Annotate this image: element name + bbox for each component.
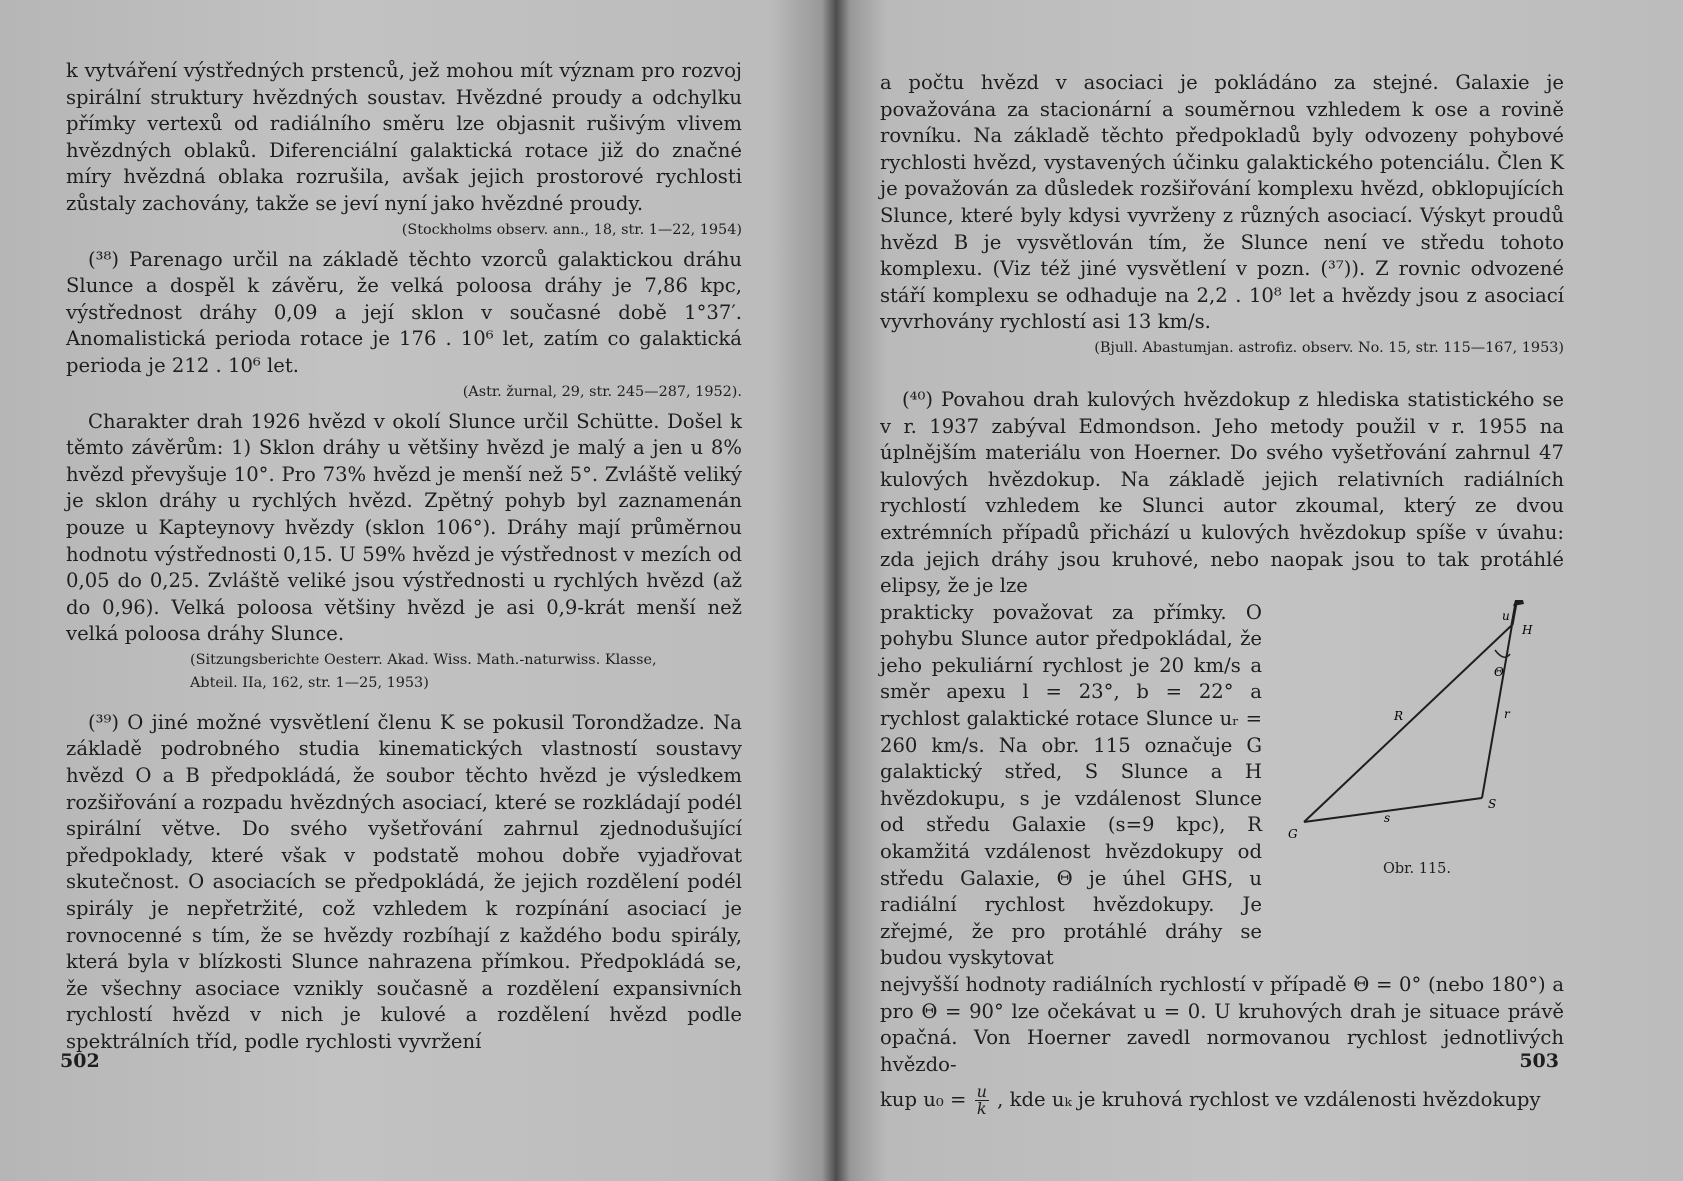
last-line-post: , kde uₖ je kruhová rychlost ve vzdálenosti hvězdokupy [997, 1088, 1541, 1112]
left-paragraph-1: k vytváření výstředných prstenců, jež mohou mít význam pro rozvoj spirální struktury hvězdných soustav. Hvězdné proudy a odchylku přímky vertexů od radiálního směru lze objasnit rušivým vlivem hvězdných oblaků. Diferenciální galaktická rotace již do značné míry hvězdná oblaka rozrušila, avšak jejich prostorové rychlosti zůstaly zachovány, takže se jeví nyní jako hvězdné proudy. [66, 59, 742, 215]
left-text-column [66, 58, 742, 1056]
right-text-column [880, 70, 1564, 1117]
right-paragraph-2-continued: nejvyšší hodnoty radiálních rychlostí v případě Θ = 0° (nebo 180°) a pro Θ = 90° lze očekávat u = 0. U kruhových drah je situace právě opačná. Von Hoerner zavedl normovanou rychlost jednotlivých hvězdo- [880, 973, 1564, 1076]
label-theta: Θ [1494, 664, 1504, 679]
velocity-arrowhead [1513, 600, 1524, 606]
left-page-number: 502 [60, 1050, 100, 1072]
right-paragraph-1: a počtu hvězd v asociaci je pokládáno za stejné. Galaxie je považována za stacionární a souměrnou vzhledem k ose a rovině rovníku. Na základě těchto předpokladů byly odvozeny pohybové rychlosti hvězd, vystavených účinku galaktického potenciálu. Člen K je považován za důsledek rozšiřování komplexu hvězd, obklopujících Slunce, které byly kdysi vyvrženy z různých asociací. Výskyt proudů hvězd B je vysvětlován tím, že Slunce není ve středu tohoto komplexu. (Viz též jiné vysvětlení v pozn. (³⁷)). Z rovnic odvozené stáří komplexu se odhaduje na 2,2 . 10⁸ let a hvězdy jsou z asociací vyvrhovány rychlostí asi 13 km/s. [880, 71, 1564, 334]
right-page-number: 503 [1519, 1050, 1559, 1072]
right-paragraph-2-narrow: prakticky považovat za přímky. O pohybu Slunce autor předpokládal, že jeho pekuliární rychlost je 20 km/s a směr apexu l = 23°, b = 22° a rychlost galaktické rotace Slunce uᵣ = 260 km/s. Na obr. 115 označuje G galaktický střed, S Slunce a H hvězdokupu, s je vzdálenost Slunce od středu Galaxie (s=9 kpc), R okamžitá vzdálenost hvězdokupy od středu Galaxie, Θ je úhel GHS, u radiální rychlost hvězdokupy. Je zřejmé, že pro protáhlé dráhy se budou vyskytovat [880, 600, 1262, 970]
label-u: u [1502, 608, 1510, 623]
left-paragraph-4: (³⁹) O jiné možné vysvětlení členu K se pokusil Torondžadze. Na základě podrobného studia kinematických vlastností soustavy hvězd O a B předpokládá, že soubor těchto hvězd je výsledkem rozšiřování a rozpadu hvězdných asociací, které se rozkládají podél spirální větve. Do svého vyšetřování zahrnul zjednodušující předpoklady, které však v podstatě mohou dobře vyjadřovat skutečnost. O asociacích se předpokládá, že jejich rozdělení podél spirály je nepřetržité, což vzhledem k rozpínání asociací je rovnocenné s tím, že se hvězdy rozbíhají z každého bodu spirály, která byla v blízkosti Slunce nahrazena přímkou. Předpokládá se, že všechny asociace vznikly současně a rozdělení expansivních rychlostí hvězd v nich je kulové a rozdělení hvězd podle spektrálních tříd, podle rychlosti vyvržení [66, 710, 742, 1053]
left-paragraph-3: Charakter drah 1926 hvězd v okolí Slunce určil Schütte. Došel k těmto závěrům: 1) Sklon dráhy u většiny hvězd je malý a jen u 8% hvězd převyšuje 10°. Pro 73% hvězd je menší než 5°. Zvláště veliký je sklon dráhy u rychlých hvězd. Zpětný pohyb byl zaznamenán pouze u Kapteynovy hvězdy (sklon 106°). Dráhy mají průměrnou hodnotu výstřednosti 0,15. U 59% hvězd je výstřednost v mezích od 0,05 do 0,25. Zvláště veliké jsou výstřednosti u rychlých hvězd (až do 0,96). Velká poloosa většiny hvězd je asi 0,9-krát menší než velká poloosa dráhy Slunce. [66, 409, 742, 646]
label-S: S [1488, 796, 1497, 811]
left-reference-3-line-1: (Sitzungsberichte Oesterr. Akad. Wiss. Math.-naturwiss. Klasse, [190, 651, 657, 668]
figure-115 [1282, 600, 1570, 880]
left-reference-3-line-2: Abteil. IIa, 162, str. 1—25, 1953) [190, 674, 429, 691]
right-last-line [880, 1084, 1564, 1117]
fraction-u-over-k [975, 1084, 989, 1117]
left-reference-2: (Astr. žurnal, 29, str. 245—287, 1952). [462, 383, 742, 400]
right-reference-1: (Bjull. Abastumjan. astrofiz. observ. No. 15, str. 115—167, 1953) [1094, 339, 1564, 356]
fraction-numerator: u [976, 1082, 987, 1102]
left-page [0, 0, 836, 1181]
left-paragraph-2: (³⁸) Parenago určil na základě těchto vzorců galaktickou dráhu Slunce a dospěl k závěru, že velká poloosa dráhy je 7,86 kpc, výstřednost dráhy 0,09 a její sklon v současné době 1°37′. Anomalistická perioda rotace je 176 . 10⁶ let, zatím co galaktická perioda je 212 . 10⁶ let. [66, 247, 742, 377]
fraction-denominator: k [976, 1099, 987, 1119]
line-R [1304, 625, 1512, 822]
label-G: G [1288, 826, 1298, 841]
label-s: s [1384, 810, 1391, 825]
right-page [836, 0, 1683, 1181]
label-r: r [1504, 706, 1510, 721]
right-paragraph-2: (⁴⁰) Povahou drah kulových hvězdokup z hlediska statistického se v r. 1937 zabýval Edmondson. Jeho metody použil v r. 1955 na úplnějším materiálu von Hoerner. Do svého vyšetřování zahrnul 47 kulových hvězdokup. Na základě jejich relativních radiálních rychlostí vzhledem ke Slunci autor zkoumal, který ze dvou extrémních případů přichází u kulových hvězdokup spíše v úvahu: zda jejich dráhy jsou kruhové, nebo naopak jsou to tak protáhlé elipsy, že je lze [880, 387, 1564, 598]
book-gutter [822, 0, 850, 1181]
figure-caption: Obr. 115. [1383, 860, 1452, 877]
last-line-pre: kup u₀ = [880, 1088, 967, 1112]
left-reference-3 [66, 649, 742, 695]
figure-wrap [880, 600, 1564, 972]
left-reference-1: (Stockholms observ. ann., 18, str. 1—22, 1954) [401, 221, 742, 238]
line-s [1304, 798, 1482, 822]
label-R: R [1394, 708, 1404, 723]
label-H: H [1522, 622, 1533, 637]
triangle-diagram [1282, 600, 1570, 860]
